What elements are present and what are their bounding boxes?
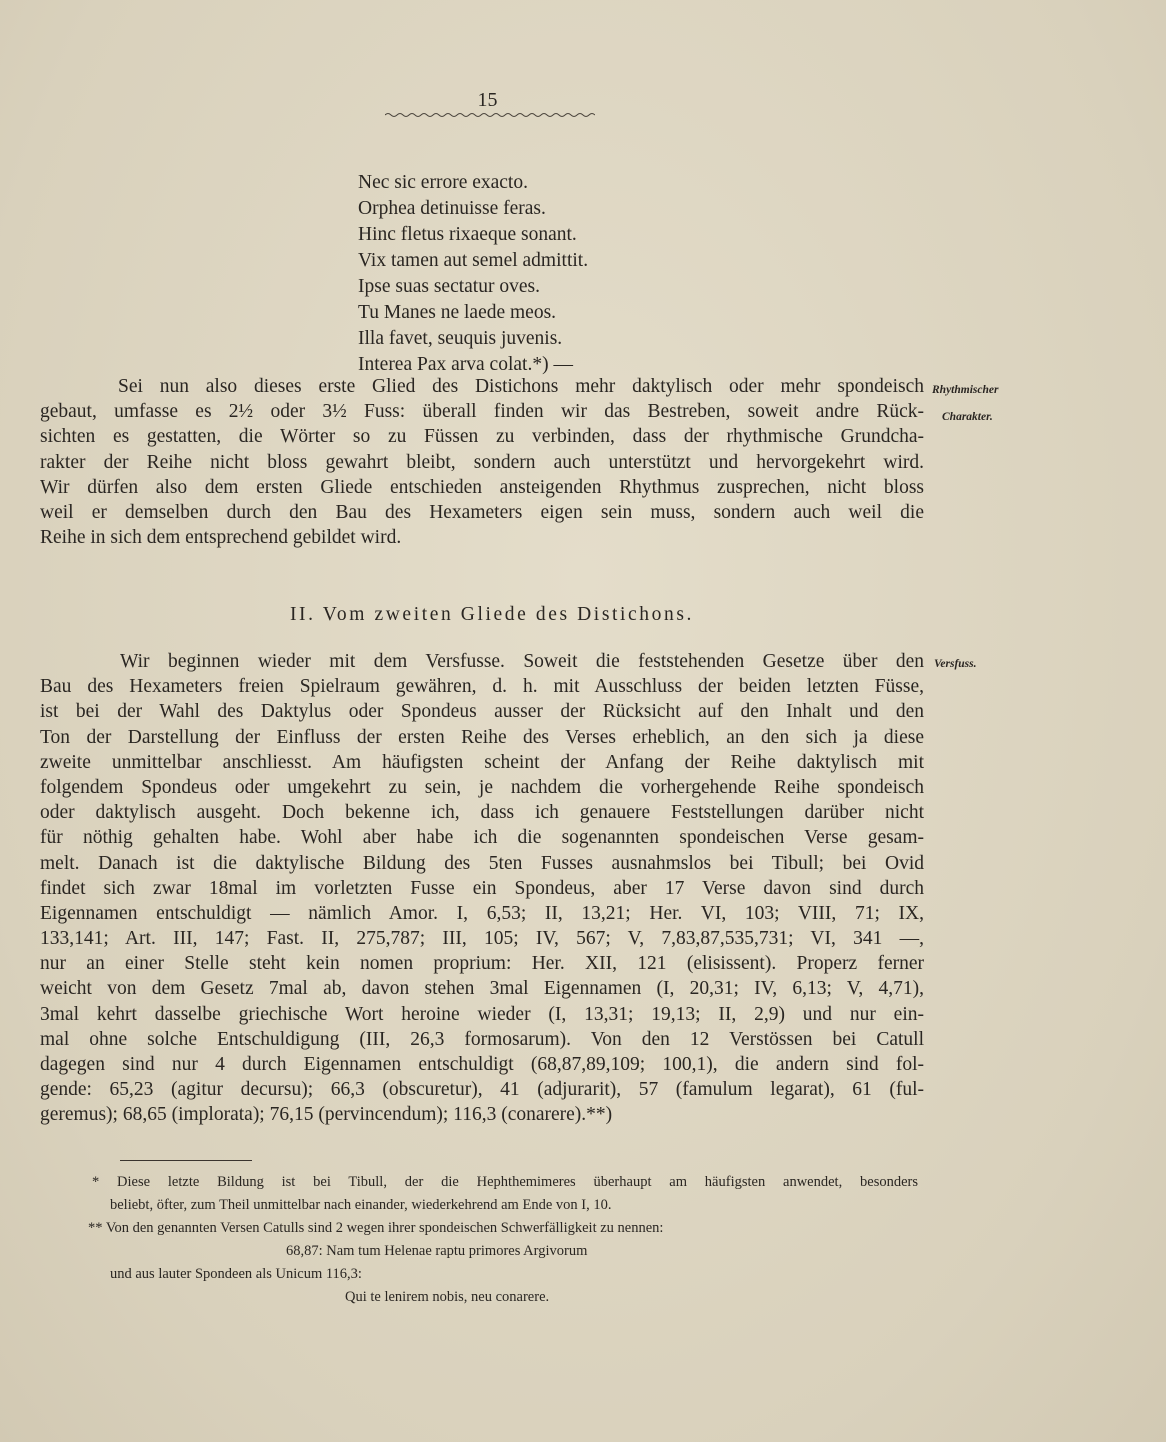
verse-line: Tu Manes ne laede meos. (358, 302, 557, 323)
margin-note-rhythm: Rhythmischer (932, 384, 999, 396)
text-line: sichten es gestatten, die Wörter so zu Füssen zu verbinden, dass der rhythmische Grundcha- (40, 426, 924, 448)
text-line: ist bei der Wahl des Daktylus oder Spondeus ausser der Rücksicht auf den Inhalt und den (40, 701, 924, 723)
text-line: gende: 65,23 (agitur decursu); 66,3 (obscuretur), 41 (adjurarit), 57 (famulum legarat), 61 (ful- (40, 1079, 924, 1101)
paragraph-versfuss (40, 649, 924, 1128)
text-line: Reihe in sich dem entsprechend gebildet wird. (40, 527, 402, 549)
text-line: 133,141; Art. III, 147; Fast. II, 275,787; III, 105; IV, 567; V, 7,83,87,535,731; VI, 341 —, (40, 928, 924, 950)
text-line: weicht von dem Gesetz 7mal ab, davon stehen 3mal Eigennamen (I, 20,31; IV, 6,13; V, 4,71), (40, 978, 924, 1000)
verse-line: Vix tamen aut semel admittit. (358, 250, 589, 271)
text-line: melt. Danach ist die daktylische Bildung des 5ten Fusses ausnahmslos bei Tibull; bei Ovid (40, 852, 924, 874)
text-line: dagegen sind nur 4 durch Eigennamen entschuldigt (68,87,89,109; 100,1), die andern sind fol- (40, 1054, 924, 1075)
text-line: Wir beginnen wieder mit dem Versfusse. Soweit die feststehenden Gesetze über den (120, 651, 924, 672)
margin-note-rhythm-2: Charakter. (942, 411, 993, 423)
paragraph-rhythm (40, 374, 924, 550)
margin-note-versfuss: Versfuss. (934, 658, 977, 670)
verse-block (358, 170, 588, 378)
verse-line: Ipse suas sectatur oves. (358, 276, 540, 297)
text-line: zweite unmittelbar anschliesst. Am häufigsten scheint der Anfang der Reihe daktylisch mit (40, 751, 924, 773)
page-number: 15 (477, 89, 498, 111)
text-line: folgendem Spondeus oder umgekehrt zu sein, je nachdem die vorhergehende Reihe spondeisch (40, 776, 924, 798)
text-line: weil er demselben durch den Bau des Hexameters eigen sein muss, sondern auch weil die (40, 501, 924, 523)
text-line: findet sich zwar 18mal im vorletzten Fusse ein Spondeus, aber 17 Verse davon sind durch (40, 877, 924, 899)
text-line: geremus); 68,65 (implorata); 76,15 (pervincendum); 116,3 (conarere).**) (40, 1104, 613, 1126)
verse-line: Orphea detinuisse feras. (358, 198, 546, 219)
verse-line: Nec sic errore exacto. (358, 172, 528, 193)
verse-line: Interea Pax arva colat.*) — (358, 354, 573, 375)
text-line: Wir dürfen also dem ersten Gliede entschieden ansteigenden Rhythmus zusprechen, nicht bloss (40, 476, 924, 498)
footnote-line: und aus lauter Spondeen als Unicum 116,3: (110, 1266, 362, 1282)
text-line: oder daktylisch ausgeht. Doch bekenne ich, dass ich genauere Feststellungen darüber nicht (40, 802, 924, 824)
text-line: rakter der Reihe nicht bloss gewahrt bleibt, sondern auch unterstützt und hervorgekehrt wird. (40, 451, 924, 473)
text-line: nur an einer Stelle steht kein nomen proprium: Her. XII, 121 (elisissent). Properz ferner (40, 953, 924, 975)
verse-line: Illa favet, seuquis juvenis. (358, 328, 563, 349)
text-line: 3mal kehrt dasselbe griechische Wort heroine wieder (I, 13,31; 19,13; II, 2,9) und nur ein- (40, 1003, 924, 1025)
decorative-wavy-rule (385, 111, 595, 119)
section-heading: II. Vom zweiten Gliede des Distichons. (289, 604, 695, 625)
footnote-rule (120, 1160, 252, 1161)
text-line: für nöthig gehalten habe. Wohl aber habe ich die sogenannten spondeischen Verse gesam- (40, 827, 924, 849)
text-line: Ton der Darstellung der Einfluss der ersten Reihe des Verses erheblich, an den sich ja diese (40, 726, 924, 748)
text-line: gebaut, umfasse es 2½ oder 3½ Fuss: überall finden wir das Bestreben, soweit andre Rück- (40, 401, 924, 423)
footnote-line: * Diese letzte Bildung ist bei Tibull, der die Hephthemimeres überhaupt am häufigsten anwendet, besonders (92, 1174, 918, 1190)
verse-line: Hinc fletus rixaeque sonant. (358, 224, 577, 245)
text-line: Bau des Hexameters freien Spielraum gewähren, d. h. mit Ausschluss der beiden letzten Füsse, (40, 676, 924, 698)
footnote-quote: Qui te lenirem nobis, neu conarere. (345, 1289, 550, 1305)
text-line: Sei nun also dieses erste Glied des Distichons mehr daktylisch oder mehr spondeisch (118, 376, 924, 397)
text-line: Eigennamen entschuldigt — nämlich Amor. I, 6,53; II, 13,21; Her. VI, 103; VIII, 71; IX, (40, 902, 924, 924)
text-line: mal ohne solche Entschuldigung (III, 26,3 formosarum). Von den 12 Verstössen bei Catull (40, 1028, 924, 1050)
footnote-line: beliebt, öfter, zum Theil unmittelbar nach einander, wiederkehrend am Ende von I, 10. (110, 1197, 612, 1213)
footnote-quote: 68,87: Nam tum Helenae raptu primores Argivorum (286, 1243, 588, 1259)
footnote-line: ** Von den genannten Versen Catulls sind 2 wegen ihrer spondeischen Schwerfälligkeit zu nennen: (88, 1220, 664, 1236)
footnotes (88, 1171, 918, 1309)
